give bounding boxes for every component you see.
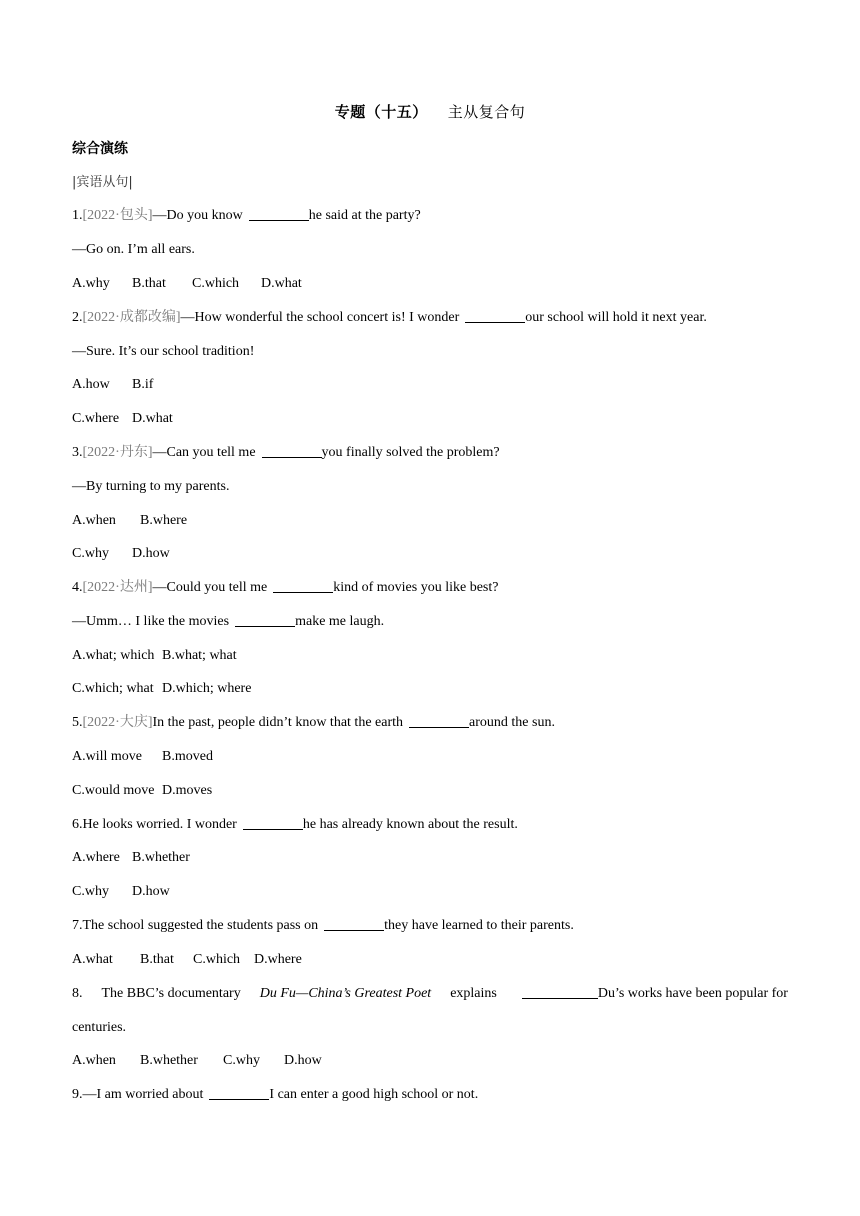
- title-sub: 主从复合句: [447, 103, 526, 121]
- option-c[interactable]: C.why: [72, 884, 109, 899]
- option-d[interactable]: D.which; where: [162, 681, 252, 696]
- options-7: [72, 950, 302, 970]
- option-d[interactable]: D.how: [132, 884, 170, 899]
- question-3: 3.[2022·丹东]—Can you tell me you finally solved the problem?: [72, 445, 500, 460]
- options-4b: [72, 679, 251, 699]
- question-8-continued: centuries.: [72, 1020, 127, 1035]
- option-d[interactable]: D.moves: [162, 783, 213, 798]
- answer-blank[interactable]: [243, 815, 303, 830]
- title-main: 专题（十五）: [334, 103, 428, 121]
- option-d[interactable]: D.how: [284, 1053, 322, 1068]
- option-a[interactable]: A.where: [72, 850, 120, 865]
- answer-blank[interactable]: [262, 443, 322, 458]
- question-2: 2.[2022·成都改编]—How wonderful the school concert is! I wonder our school will hold it next year.: [72, 310, 707, 325]
- options-3a: [72, 511, 187, 531]
- question-5: 5.[2022·大庆]In the past, people didn’t know that the earth around the sun.: [72, 715, 555, 730]
- option-b[interactable]: B.where: [140, 513, 188, 528]
- question-source: [2022·包头]: [82, 208, 153, 223]
- answer-blank[interactable]: [522, 984, 598, 999]
- answer-blank[interactable]: [324, 916, 384, 931]
- reply-2: —Sure. It’s our school tradition!: [72, 344, 255, 359]
- documentary-title: Du Fu—China’s Greatest Poet: [259, 986, 432, 1001]
- option-c[interactable]: C.which: [192, 276, 240, 291]
- page-title: [0, 101, 860, 122]
- question-1: 1.[2022·包头]—Do you know he said at the party?: [72, 208, 421, 223]
- category-label: |宾语从句|: [72, 175, 133, 190]
- option-c[interactable]: C.where: [72, 411, 120, 426]
- option-d[interactable]: D.where: [254, 952, 302, 967]
- answer-blank[interactable]: [465, 308, 525, 323]
- answer-blank[interactable]: [209, 1085, 269, 1100]
- answer-blank[interactable]: [273, 578, 333, 593]
- options-2b: [72, 409, 173, 429]
- reply-4: —Umm… I like the movies make me laugh.: [72, 614, 385, 629]
- option-a[interactable]: A.when: [72, 1053, 116, 1068]
- options-4a: [72, 646, 237, 666]
- options-2a: [72, 375, 153, 395]
- options-5b: [72, 781, 212, 801]
- option-d[interactable]: D.what: [132, 411, 173, 426]
- options-6b: [72, 882, 170, 902]
- reply-3: —By turning to my parents.: [72, 479, 230, 494]
- option-a[interactable]: A.how: [72, 377, 110, 392]
- option-b[interactable]: B.that: [140, 952, 174, 967]
- question-source: [2022·成都改编]: [82, 310, 181, 325]
- question-8: 8. The BBC’s documentary Du Fu—China’s Greatest Poet explains Du’s works have been popular for: [72, 984, 788, 1004]
- option-a[interactable]: A.what; which: [72, 648, 155, 663]
- option-d[interactable]: D.what: [261, 276, 302, 291]
- question-6: 6.He looks worried. I wonder he has already known about the result.: [72, 817, 518, 832]
- question-source: [2022·达州]: [82, 580, 153, 595]
- options-5a: [72, 747, 213, 767]
- option-b[interactable]: B.whether: [132, 850, 190, 865]
- option-a[interactable]: A.when: [72, 513, 116, 528]
- answer-blank[interactable]: [249, 206, 309, 221]
- question-source: [2022·大庆]: [82, 715, 153, 730]
- options-1: [72, 274, 302, 294]
- option-b[interactable]: B.what; what: [162, 648, 237, 663]
- options-6a: [72, 848, 190, 868]
- option-c[interactable]: C.which: [193, 952, 241, 967]
- question-4: 4.[2022·达州]—Could you tell me kind of movies you like best?: [72, 580, 499, 595]
- option-c[interactable]: C.why: [72, 546, 109, 561]
- option-d[interactable]: D.how: [132, 546, 170, 561]
- option-b[interactable]: B.whether: [140, 1053, 198, 1068]
- option-c[interactable]: C.why: [223, 1053, 260, 1068]
- question-7: 7.The school suggested the students pass on they have learned to their parents.: [72, 918, 574, 933]
- option-b[interactable]: B.that: [132, 276, 166, 291]
- option-b[interactable]: B.moved: [162, 749, 213, 764]
- answer-blank[interactable]: [409, 713, 469, 728]
- option-a[interactable]: A.what: [72, 952, 113, 967]
- answer-blank[interactable]: [235, 612, 295, 627]
- option-c[interactable]: C.which; what: [72, 681, 154, 696]
- question-source: [2022·丹东]: [82, 445, 153, 460]
- option-a[interactable]: A.will move: [72, 749, 142, 764]
- option-a[interactable]: A.why: [72, 276, 110, 291]
- section-heading: 综合演练: [72, 141, 128, 157]
- options-3b: [72, 544, 170, 564]
- option-c[interactable]: C.would move: [72, 783, 155, 798]
- options-8: [72, 1051, 322, 1071]
- option-b[interactable]: B.if: [132, 377, 154, 392]
- reply-1: —Go on. I’m all ears.: [72, 242, 195, 257]
- question-9: 9.—I am worried about I can enter a good high school or not.: [72, 1087, 479, 1102]
